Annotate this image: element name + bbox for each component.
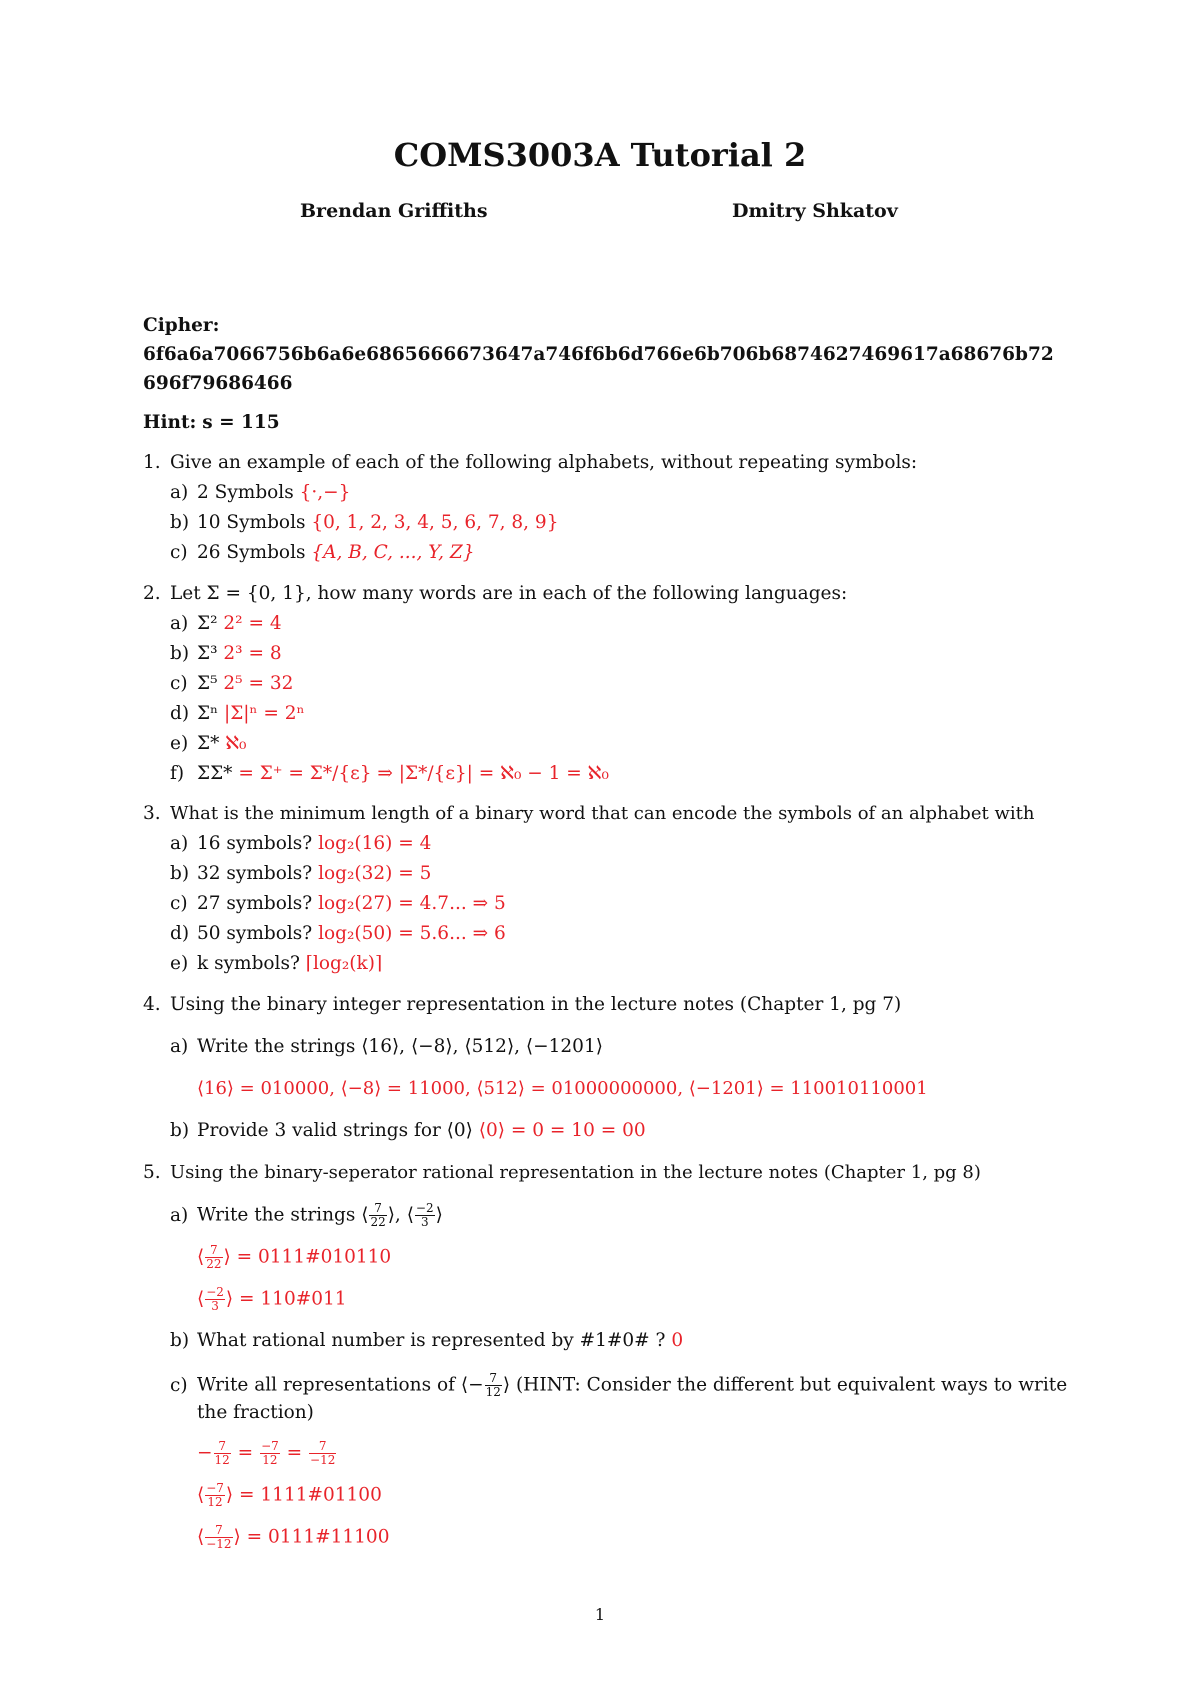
question-number: 4. bbox=[143, 994, 161, 1015]
question-number: 3. bbox=[143, 803, 161, 824]
list-item: d) 50 symbols? log₂(50) = 5.6... ⇒ 6 bbox=[170, 923, 506, 944]
answer: ⟨ $\frac{7}{22}$ ⟩ = 0111#010110 bbox=[197, 1243, 392, 1271]
question-5 bbox=[143, 1162, 1073, 1183]
fraction: $\frac{-2}{3}$ bbox=[415, 1201, 434, 1229]
list-item: a) 2 Symbols {·,−} bbox=[170, 482, 351, 503]
cipher-label: Cipher: bbox=[143, 315, 220, 336]
list-item: c) Σ⁵ 2⁵ = 32 bbox=[170, 673, 294, 694]
question-text: Give an example of each of the following alphabets, without repeating symbols: bbox=[170, 452, 918, 473]
answer: 2⁵ = 32 bbox=[223, 673, 294, 694]
list-item: f) ΣΣ* = Σ⁺ = Σ*/{ε} ⇒ |Σ*/{ε}| = ℵ₀ − 1 = ℵ₀ bbox=[170, 763, 609, 784]
answer: − $\frac{7}{12}$ = $\frac{-7}{12}$ = $\frac{7}{-12}$ bbox=[197, 1439, 336, 1467]
answer: 0 bbox=[671, 1330, 684, 1351]
list-item: b) Σ³ 2³ = 8 bbox=[170, 643, 282, 664]
list-item: c) Write all representations of ⟨− $\frac{7}{12}$ ⟩ (HINT: Consider the different but equivalent ways to write bbox=[170, 1371, 1068, 1399]
list-item: a) Write the strings ⟨16⟩, ⟨−8⟩, ⟨512⟩, ⟨−1201⟩ bbox=[170, 1036, 603, 1057]
hint-label: Hint: bbox=[143, 412, 197, 433]
author-name: Brendan Griffiths bbox=[300, 200, 488, 222]
answer: 2³ = 8 bbox=[223, 643, 282, 664]
list-item: b) Provide 3 valid strings for ⟨0⟩ ⟨0⟩ = 0 = 10 = 00 bbox=[170, 1120, 646, 1141]
list-item: e) k symbols? ⌈log₂(k)⌉ bbox=[170, 953, 383, 974]
answer: |Σ|ⁿ = 2ⁿ bbox=[223, 703, 305, 724]
hint bbox=[143, 408, 1063, 437]
list-item: a) Σ² 2² = 4 bbox=[170, 613, 282, 634]
answer: ⟨ $\frac{7}{-12}$ ⟩ = 0111#11100 bbox=[197, 1523, 390, 1551]
answer: ⟨ $\frac{-7}{12}$ ⟩ = 1111#01100 bbox=[197, 1481, 382, 1509]
question-number: 2. bbox=[143, 583, 161, 604]
cipher-value: 6f6a6a7066756b6a6e6865666673647a746f6b6d766e6b706b6874627469617a68676b72696f79686466 bbox=[143, 344, 1054, 394]
answer: log₂(16) = 4 bbox=[318, 833, 432, 854]
question-text: Using the binary integer representation in the lecture notes (Chapter 1, pg 7) bbox=[170, 994, 902, 1015]
list-item: a) 16 symbols? log₂(16) = 4 bbox=[170, 833, 432, 854]
answer: log₂(50) = 5.6... ⇒ 6 bbox=[318, 923, 506, 944]
answer: {·,−} bbox=[299, 482, 351, 503]
hint-value: s = 115 bbox=[202, 412, 280, 433]
question-number: 5. bbox=[143, 1162, 161, 1183]
answer: log₂(27) = 4.7... ⇒ 5 bbox=[318, 893, 506, 914]
answer: log₂(32) = 5 bbox=[318, 863, 432, 884]
question-text: Let Σ = {0, 1}, how many words are in each of the following languages: bbox=[170, 583, 848, 604]
answer: ⟨0⟩ = 0 = 10 = 00 bbox=[478, 1120, 646, 1141]
answer: {A, B, C, ..., Y, Z} bbox=[311, 542, 475, 563]
question-3 bbox=[143, 803, 1073, 824]
question-1 bbox=[143, 452, 1073, 473]
list-item: c) 27 symbols? log₂(27) = 4.7... ⇒ 5 bbox=[170, 893, 506, 914]
answer: ⌈log₂(k)⌉ bbox=[305, 953, 383, 974]
question-text-continued: the fraction) bbox=[197, 1402, 314, 1423]
fraction: $\frac{7}{22}$ bbox=[370, 1201, 386, 1229]
answer: ⟨16⟩ = 010000, ⟨−8⟩ = 11000, ⟨512⟩ = 01000000000, ⟨−1201⟩ = 110010110001 bbox=[197, 1078, 928, 1099]
answer: 2² = 4 bbox=[223, 613, 282, 634]
list-item: d) Σⁿ |Σ|ⁿ = 2ⁿ bbox=[170, 703, 305, 724]
list-item: b) What rational number is represented by #1#0# ? 0 bbox=[170, 1330, 684, 1351]
list-item: a) Write the strings ⟨ $\frac{7}{22}$ ⟩, ⟨ $\frac{-2}{3}$ ⟩ bbox=[170, 1201, 443, 1229]
answer: {0, 1, 2, 3, 4, 5, 6, 7, 8, 9} bbox=[311, 512, 559, 533]
answer: ⟨ $\frac{-2}{3}$ ⟩ = 110#011 bbox=[197, 1285, 347, 1313]
author-name: Dmitry Shkatov bbox=[732, 200, 898, 222]
question-2 bbox=[143, 583, 1073, 604]
question-text: What is the minimum length of a binary word that can encode the symbols of an alphabet with bbox=[170, 803, 1035, 824]
answer: ℵ₀ bbox=[225, 733, 247, 754]
page-number: 1 bbox=[594, 1605, 606, 1624]
list-item: b) 32 symbols? log₂(32) = 5 bbox=[170, 863, 432, 884]
list-item: b) 10 Symbols {0, 1, 2, 3, 4, 5, 6, 7, 8, 9} bbox=[170, 512, 559, 533]
list-item: e) Σ* ℵ₀ bbox=[170, 733, 247, 754]
question-number: 1. bbox=[143, 452, 161, 473]
question-text: Using the binary-seperator rational representation in the lecture notes (Chapter 1, pg 8) bbox=[170, 1162, 981, 1183]
page-title: COMS3003A Tutorial 2 bbox=[393, 136, 807, 174]
question-4 bbox=[143, 994, 1073, 1015]
list-item: c) 26 Symbols {A, B, C, ..., Y, Z} bbox=[170, 542, 475, 563]
answer: = Σ⁺ = Σ*/{ε} ⇒ |Σ*/{ε}| = ℵ₀ − 1 = ℵ₀ bbox=[238, 763, 609, 784]
